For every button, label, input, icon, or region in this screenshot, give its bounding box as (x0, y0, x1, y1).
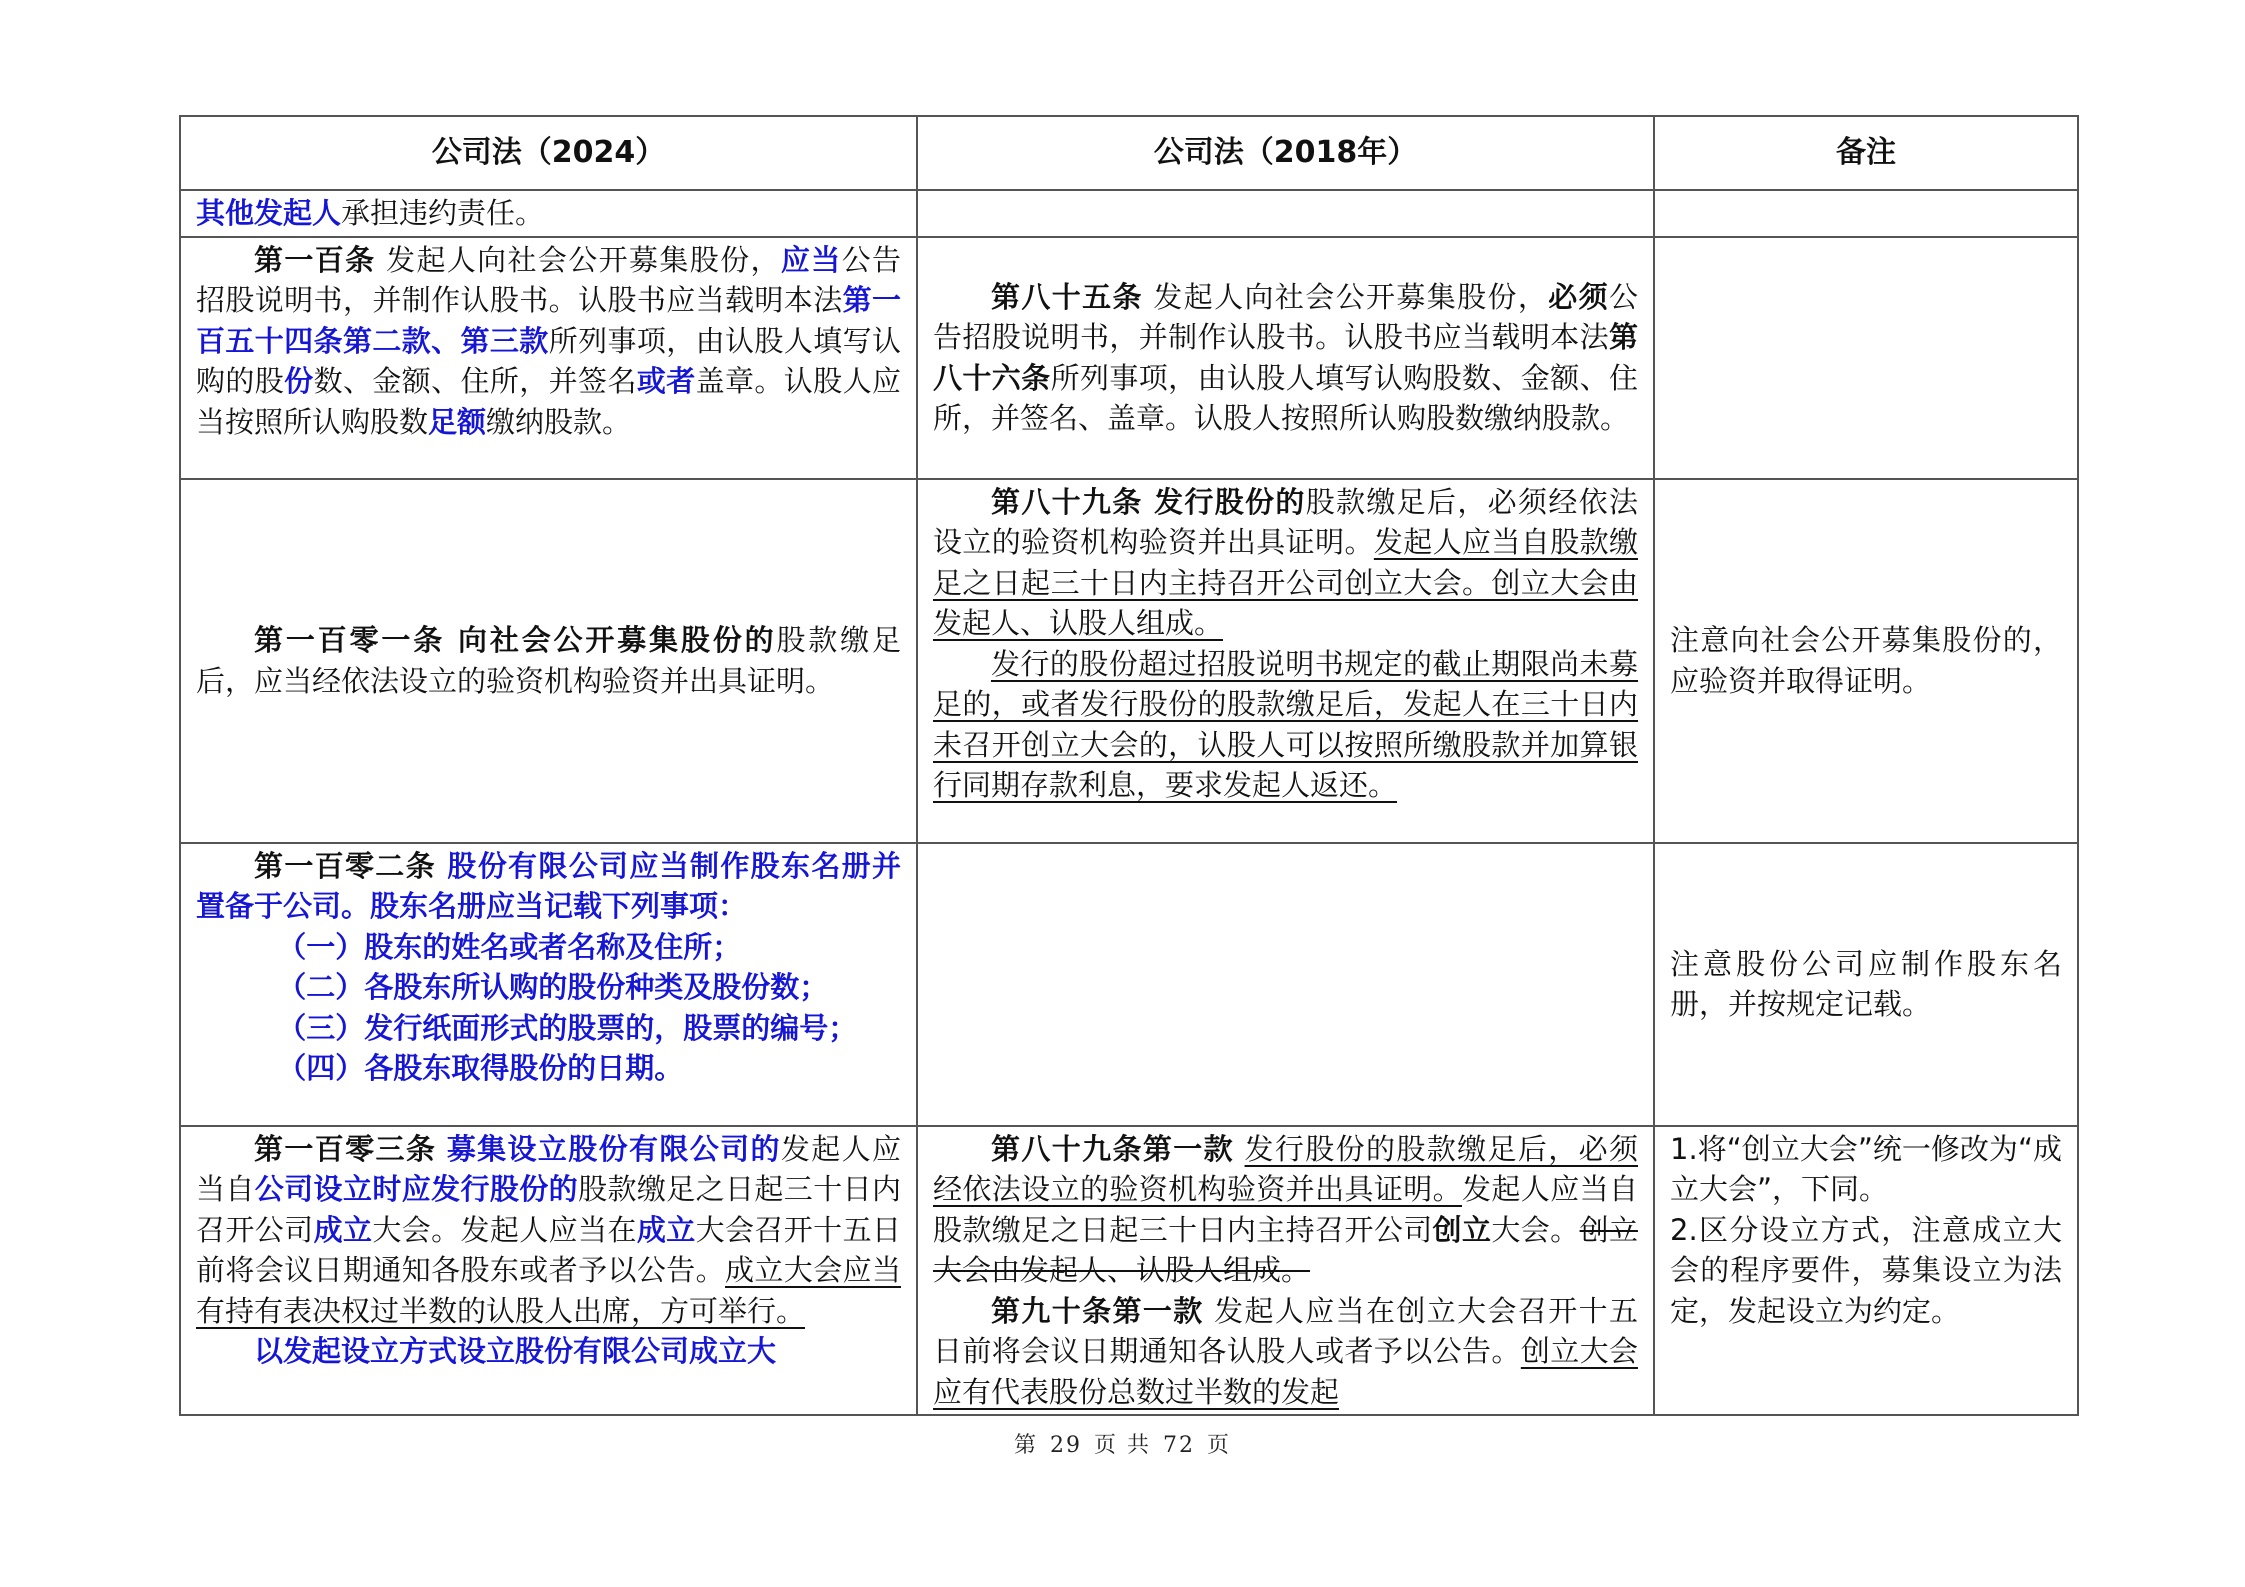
underlined-text: 创立大会应有代表股份总数过半数的发起 (933, 1334, 1638, 1409)
clause-text-plain: 所列事项，由认股人填写认购股数、金额、住所，并签名、盖章。认股人按照所认购股数缴纳股款。 (933, 360, 1638, 435)
clause-text-plain: 承担违约责任。 (341, 196, 545, 230)
deleted-text: 发起人应当自股款缴足之日起三十日内主持召开公司创立大会。创立大会由发起人、认股人组成。 (933, 525, 1638, 640)
header-remarks: 备注 (1654, 116, 2078, 190)
clause-text-plain: 发起人应当自股款缴足之日起三十日内主持召开公司 (933, 1172, 1638, 1247)
clause-text-plain: 股款缴足后，应当经依法设立的验资机构验资并出具证明。 (196, 623, 901, 698)
cell-remark (1654, 237, 2078, 479)
clause-text (933, 482, 1638, 644)
clause-text (933, 1129, 1638, 1291)
cell-2018 (917, 237, 1654, 479)
clause-text-plain (436, 1132, 447, 1166)
table-header-row (180, 116, 2078, 190)
changed-text: 必须 (1548, 279, 1609, 314)
cell-2018 (917, 1126, 1654, 1416)
table-row (180, 843, 2078, 1126)
clause-text (196, 240, 901, 443)
clause-text-plain: 大会。发起人应当在 (372, 1212, 637, 1247)
clause-text (933, 277, 1638, 439)
changed-text: 第八十六条 (933, 320, 1638, 395)
clause-text-plain: 发起人向社会公开募集股份， (375, 242, 781, 277)
article-number: 第八十九条第一款 (991, 1131, 1234, 1166)
cell-2024 (180, 1126, 917, 1416)
clause-text-plain: 发起人应当自 (196, 1131, 901, 1206)
cell-2018 (917, 843, 1654, 1126)
article-number: 第一百零一条 (254, 623, 446, 657)
clause-text-plain: 股款缴足后，必须经依法设立的验资机构验资并出具证明。 (933, 484, 1638, 559)
underlined-text: 成立大会应当有持有表决权过半数的认股人出席，方可举行。 (196, 1253, 901, 1328)
list-item: （二）各股东所认购的股份种类及股份数； (277, 970, 829, 1004)
article-number: 第九十条第一款 (991, 1293, 1204, 1328)
clause-text-plain: 公告招股说明书，并制作认股书。认股书应当载明本法 (933, 279, 1638, 354)
cell-2024 (180, 190, 917, 237)
cell-2024 (180, 843, 917, 1126)
changed-text: 向社会公开募集股份的 (445, 623, 777, 657)
page-total: 72 (1163, 1433, 1195, 1458)
cell-2018 (917, 479, 1654, 843)
page-number: 29 (1050, 1433, 1082, 1458)
clause-text-plain: 大会。 (1491, 1212, 1580, 1247)
remark-text: 1.将“创立大会”统一修改为“成立大会”，下同。 (1670, 1131, 2062, 1206)
amended-text: 第一百五十四条第二款、第三款 (196, 283, 901, 358)
cell-remark (1654, 843, 2078, 1126)
article-number: 第八十五条 (991, 279, 1143, 314)
changed-text: 发行股份的 (1142, 484, 1306, 519)
clause-text-plain: 发起人应当在创立大会召开十五日前将会议日期通知各认股人或者予以公告。 (933, 1293, 1638, 1368)
clause-text-plain: 所列事项，由认股人填写认购的股 (196, 323, 901, 398)
underlined-text: 发行股份的股款缴足后，必须经依法设立的验资机构验资并出具证明。 (933, 1131, 1638, 1206)
amended-text: 以发起设立方式设立股份有限公司成立大 (254, 1334, 777, 1368)
footer-text: 第 (1013, 1433, 1038, 1458)
clause-text-plain: 缴纳股款。 (486, 404, 632, 439)
clause-text (933, 644, 1638, 806)
list-item: （四）各股东取得股份的日期。 (277, 1051, 684, 1085)
list-item: （三）发行纸面形式的股票的，股票的编号； (277, 1010, 858, 1045)
amended-text: 或者 (636, 364, 696, 398)
amended-text: 募集设立股份有限公司的 (446, 1131, 781, 1166)
table-row (180, 190, 2078, 237)
clause-text-plain: 股款缴足之日起三十日内召开公司 (196, 1172, 901, 1247)
page-footer (0, 1428, 2245, 1459)
amended-text: 份 (284, 364, 314, 398)
comparison-table (179, 115, 2079, 1416)
clause-text-plain: 发起人向社会公开募集股份， (1142, 279, 1549, 314)
remark-text: 注意向社会公开募集股份的，应验资并取得证明。 (1670, 623, 2062, 698)
header-company-law-2018: 公司法（2018年） (917, 116, 1654, 190)
cell-2024 (180, 479, 917, 843)
article-number: 第一百条 (254, 242, 376, 277)
footer-text: 页 共 (1094, 1433, 1151, 1458)
clause-text-plain (1234, 1132, 1245, 1166)
cell-2024 (180, 237, 917, 479)
cell-remark (1654, 479, 2078, 843)
deleted-text: 发行的股份超过招股说明书规定的截止期限尚未募足的，或者发行股份的股款缴足后，发起人在三十日内未召开创立大会的，认股人可以按照所缴股款并加算银行同期存款利息，要求发起人返还。 (933, 646, 1638, 802)
clause-text (196, 1129, 901, 1332)
amended-text: 公司设立时应发行股份的 (254, 1172, 579, 1206)
cell-remark (1654, 190, 2078, 237)
amended-text: 应当 (780, 242, 842, 277)
table-row (180, 237, 2078, 479)
clause-text (196, 620, 901, 701)
clause-text (196, 193, 901, 234)
clause-text-plain: 数、金额、住所，并签名 (313, 364, 637, 398)
remark-text: 2.区分设立方式，注意成立大会的程序要件，募集设立为法定，发起设立为约定。 (1670, 1212, 2062, 1328)
table-row (180, 479, 2078, 843)
amended-text: 股份有限公司应当制作股东名册并置备于公司。股东名册应当记载下列事项： (196, 848, 901, 923)
clause-text (196, 846, 901, 927)
table-row (180, 1126, 2078, 1416)
list-item: （一）股东的姓名或者名称及住所； (277, 929, 742, 964)
amended-text: 其他发起人 (196, 196, 342, 230)
remark-text: 注意股份公司应制作股东名册，并按规定记载。 (1670, 946, 2062, 1021)
deleted-text: 创立大会由发起人、认股人组成。 (933, 1212, 1638, 1287)
clause-text-plain: 大会召开十五日前将会议日期通知各股东或者予以公告。 (196, 1212, 901, 1287)
header-company-law-2024: 公司法（2024） (180, 116, 917, 190)
amended-text: 成立 (636, 1212, 696, 1247)
article-number: 第八十九条 (991, 484, 1143, 519)
article-number: 第一百零二条 (254, 848, 436, 883)
cell-2018 (917, 190, 1654, 237)
cell-remark (1654, 1126, 2078, 1416)
clause-text-plain: 盖章。认股人应当按照所认购股数 (196, 364, 901, 439)
footer-text: 页 (1207, 1433, 1232, 1458)
clause-text (933, 1291, 1638, 1413)
amended-text: 足额 (428, 404, 487, 439)
amended-text: 成立 (313, 1212, 373, 1247)
changed-text: 创立 (1432, 1212, 1492, 1247)
clause-text-plain: 公告招股说明书，并制作认股书。认股书应当载明本法 (196, 242, 901, 317)
article-number: 第一百零三条 (254, 1131, 437, 1166)
